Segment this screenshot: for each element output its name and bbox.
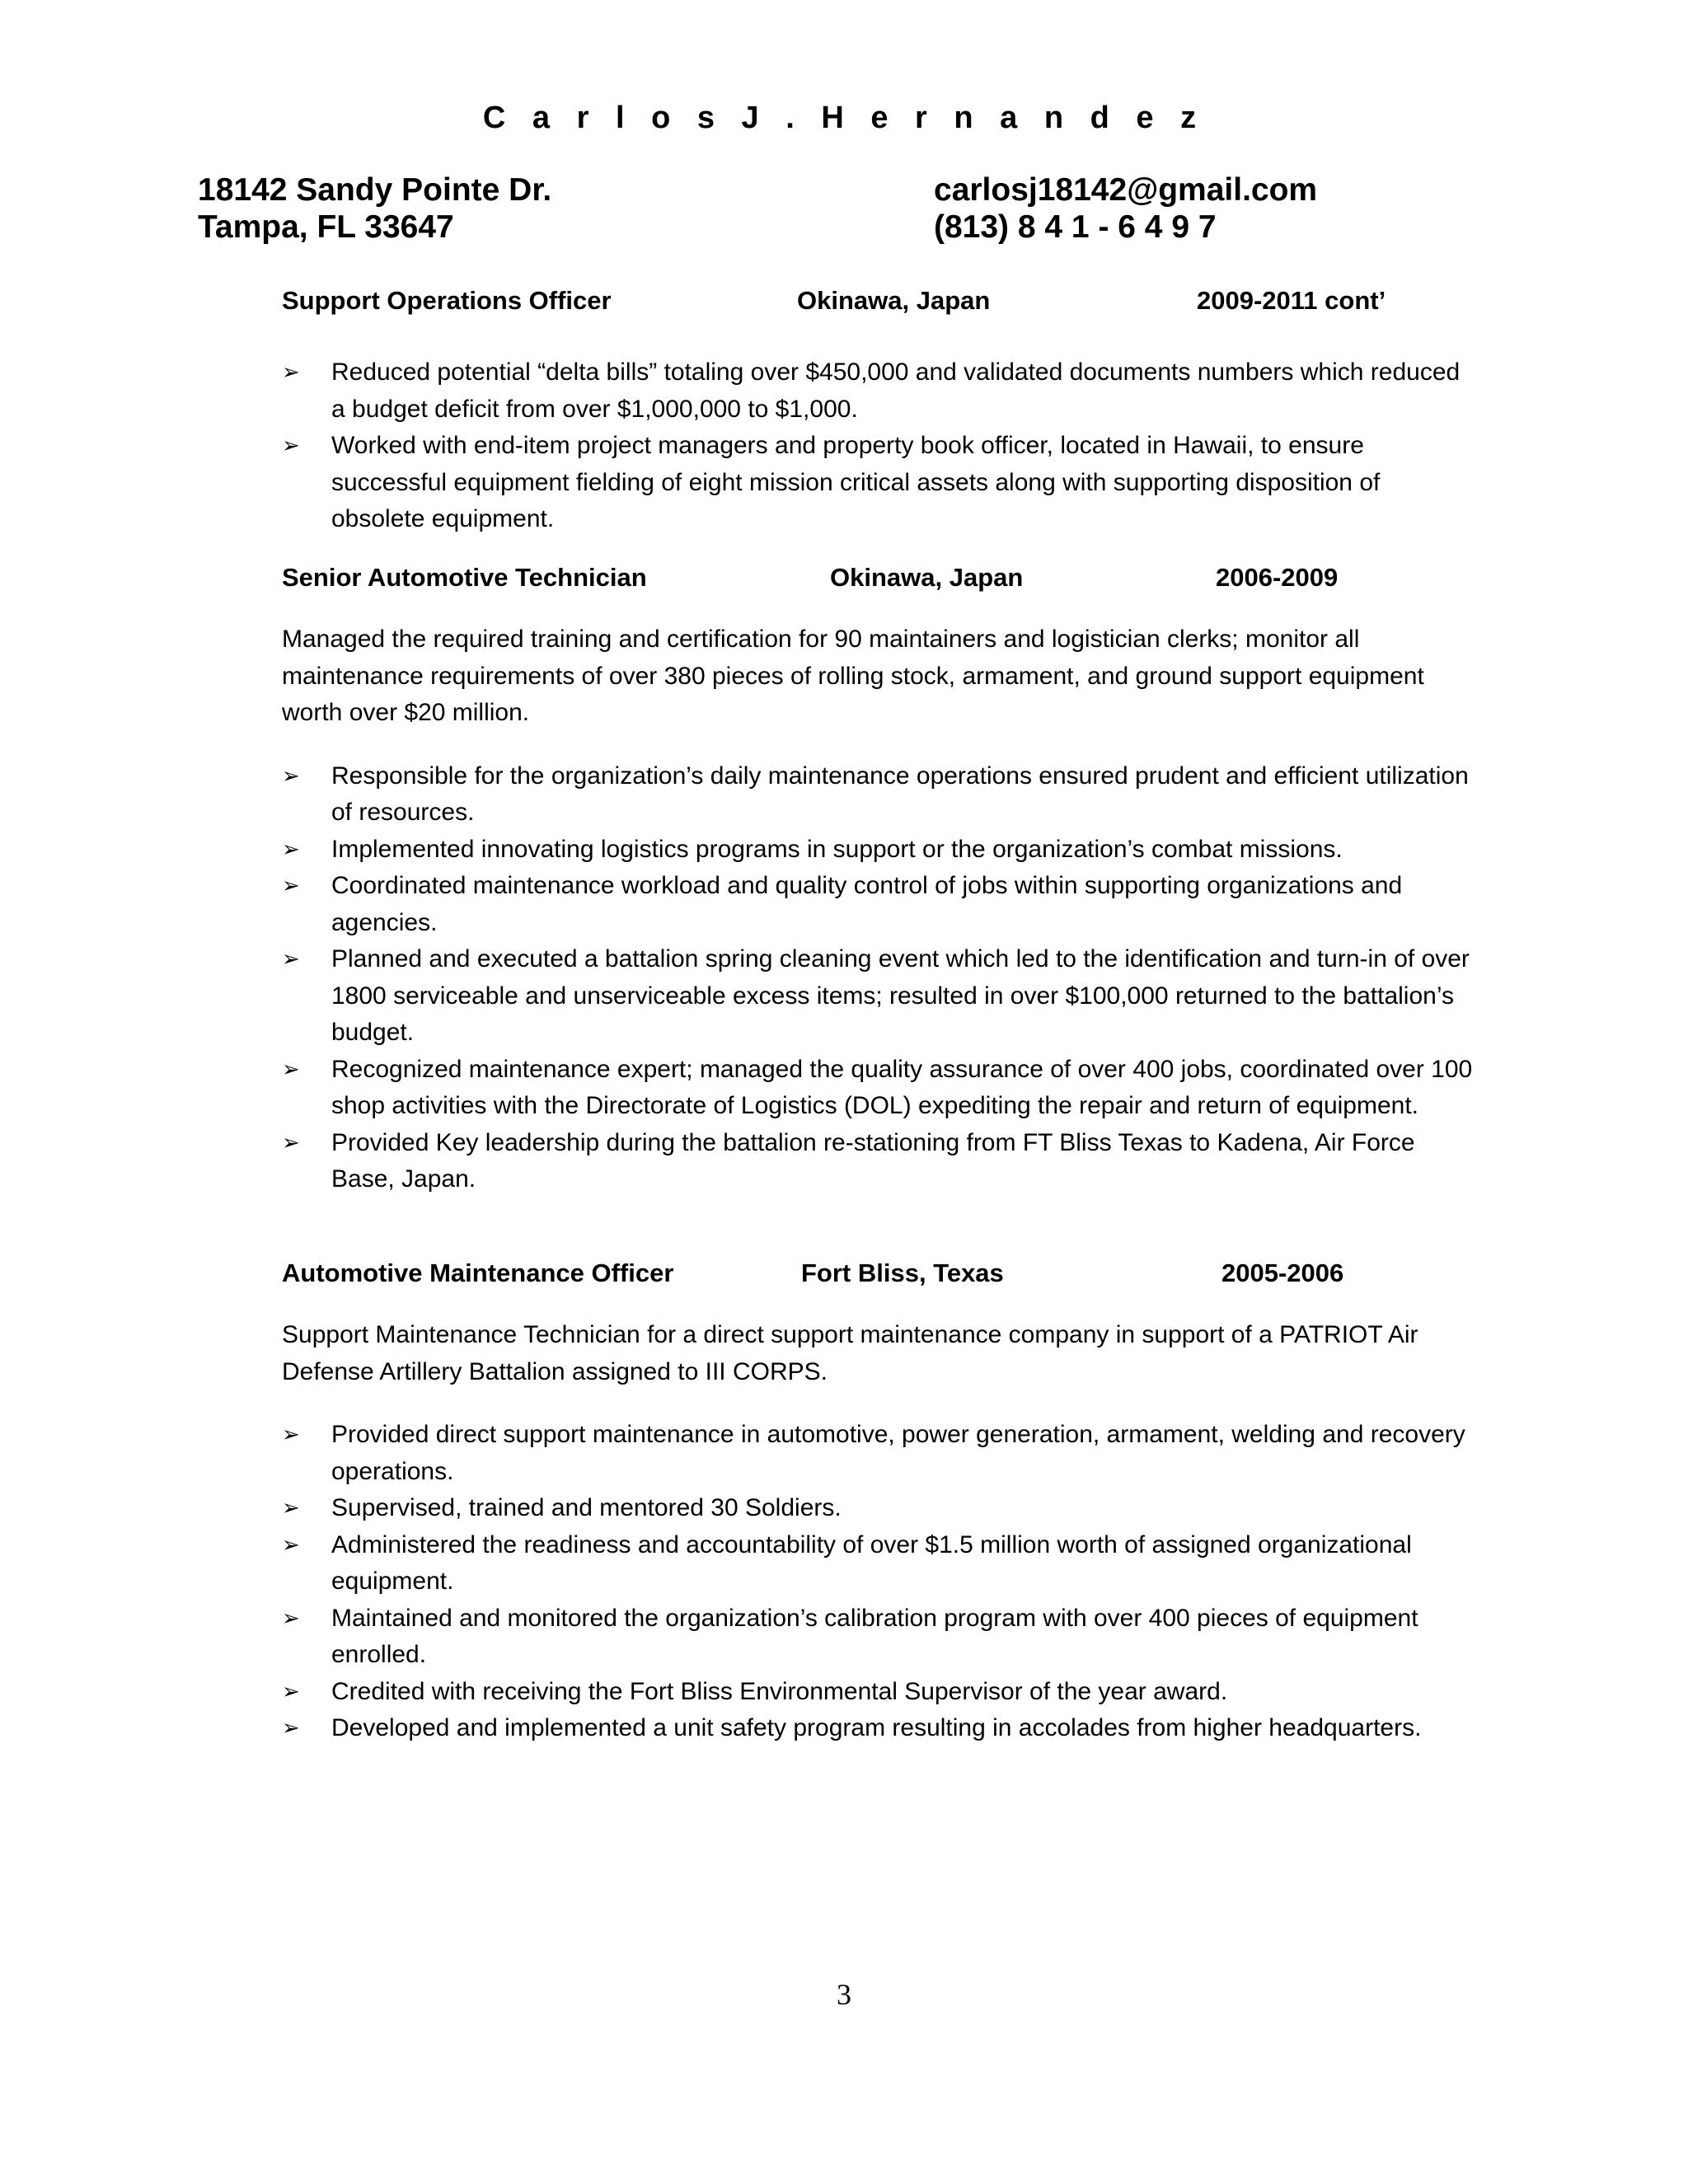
bullet-arrow-icon: ➢ <box>282 1716 300 1741</box>
bullet-arrow-icon: ➢ <box>282 360 300 385</box>
bullet-arrow-icon: ➢ <box>282 1057 300 1082</box>
list-item: ➢ Responsible for the organization’s daily maintenance operations ensured prudent and efficient utilization of resources. <box>282 758 1477 832</box>
bullet-arrow-icon: ➢ <box>282 1130 300 1155</box>
job-title: Senior Automotive Technician <box>282 563 647 592</box>
bullet-arrow-icon: ➢ <box>282 763 300 789</box>
list-item: ➢ Provided Key leadership during the battalion re-stationing from FT Bliss Texas to Kadena, Air Force Base, Japan. <box>282 1125 1477 1198</box>
job-title: Automotive Maintenance Officer <box>282 1258 674 1287</box>
address-block <box>198 171 551 246</box>
job-location: Okinawa, Japan <box>830 563 1024 592</box>
job-summary: Managed the required training and certification for 90 maintainers and logistician clerks; monitor all maintenance requirements of over 380 pieces of rolling stock, armament, and ground support equipment worth over $20 million. <box>282 626 1424 726</box>
job-location: Fort Bliss, Texas <box>801 1258 1004 1287</box>
bullet-arrow-icon: ➢ <box>282 1605 300 1631</box>
contact-block <box>934 171 1317 246</box>
list-item: ➢ Supervised, trained and mentored 30 Soldiers. <box>282 1490 1477 1527</box>
list-item: ➢ Provided direct support maintenance in automotive, power generation, armament, welding and recovery operations. <box>282 1417 1477 1490</box>
bullet-arrow-icon: ➢ <box>282 874 300 898</box>
list-item: ➢ Coordinated maintenance workload and quality control of jobs within supporting organizations and agencies. <box>282 868 1477 941</box>
job-title: Support Operations Officer <box>282 286 612 315</box>
job-dates: 2009-2011 cont’ <box>1197 286 1386 315</box>
list-item: ➢ Credited with receiving the Fort Bliss Environmental Supervisor of the year award. <box>282 1674 1477 1711</box>
bullet-arrow-icon: ➢ <box>282 1532 300 1558</box>
bullet-arrow-icon: ➢ <box>282 434 300 458</box>
job-location: Okinawa, Japan <box>797 286 991 315</box>
candidate-name: C a r l o s J . H e r n a n d e z <box>482 101 1206 135</box>
bullet-arrow-icon: ➢ <box>282 837 300 862</box>
job-header <box>282 284 1477 318</box>
job-header <box>282 1256 1477 1291</box>
address-street: 18142 Sandy Pointe Dr. <box>198 172 552 208</box>
job-header <box>282 560 1477 595</box>
phone-number: (813) 8 4 1 - 6 4 9 7 <box>934 209 1217 245</box>
job-dates: 2005-2006 <box>1221 1258 1344 1287</box>
list-item: ➢ Reduced potential “delta bills” totaling over $450,000 and validated documents numbers which reduced a budget deficit from over $1,000,000 to $1,000. <box>282 354 1477 428</box>
address-city: Tampa, FL 33647 <box>198 209 454 245</box>
job-bullets <box>282 758 1477 1198</box>
list-item: ➢ Planned and executed a battalion spring cleaning event which led to the identification and turn-in of over 1800 serviceable and unserviceable excess items; resulted in over $100,000 returned to the battalion’s budget. <box>282 941 1477 1052</box>
job-section-support-operations <box>282 284 1477 538</box>
bullet-arrow-icon: ➢ <box>282 1422 300 1447</box>
list-item: ➢ Implemented innovating logistics programs in support or the organization’s combat missions. <box>282 832 1477 869</box>
bullet-arrow-icon: ➢ <box>282 1496 300 1521</box>
list-item: ➢ Maintained and monitored the organization’s calibration program with over 400 pieces of equipment enrolled. <box>282 1601 1477 1674</box>
page-number: 3 <box>837 1978 851 2011</box>
job-dates: 2006-2009 <box>1216 563 1339 592</box>
email-address: carlosj18142@gmail.com <box>934 172 1318 208</box>
list-item: ➢ Developed and implemented a unit safety program resulting in accolades from higher headquarters. <box>282 1710 1477 1747</box>
list-item: ➢ Worked with end-item project managers and property book officer, located in Hawaii, to ensure successful equipment fielding of eight mission critical assets along with supporting disposition of obsolete equipment. <box>282 428 1477 538</box>
bullet-arrow-icon: ➢ <box>282 947 300 972</box>
job-bullets <box>282 1417 1477 1747</box>
list-item: ➢ Administered the readiness and accountability of over $1.5 million worth of assigned organizational equipment. <box>282 1527 1477 1601</box>
job-bullets <box>282 354 1477 538</box>
job-summary: Support Maintenance Technician for a direct support maintenance company in support of a PATRIOT Air Defense Artillery Battalion assigned to III CORPS. <box>282 1321 1418 1385</box>
job-section-automotive-maintenance <box>282 1256 1477 1747</box>
bullet-arrow-icon: ➢ <box>282 1679 300 1704</box>
job-section-senior-automotive <box>282 560 1477 1198</box>
list-item: ➢ Recognized maintenance expert; managed the quality assurance of over 400 jobs, coordinated over 100 shop activities with the Directorate of Logistics (DOL) expediting the repair and return of equipment. <box>282 1052 1477 1125</box>
